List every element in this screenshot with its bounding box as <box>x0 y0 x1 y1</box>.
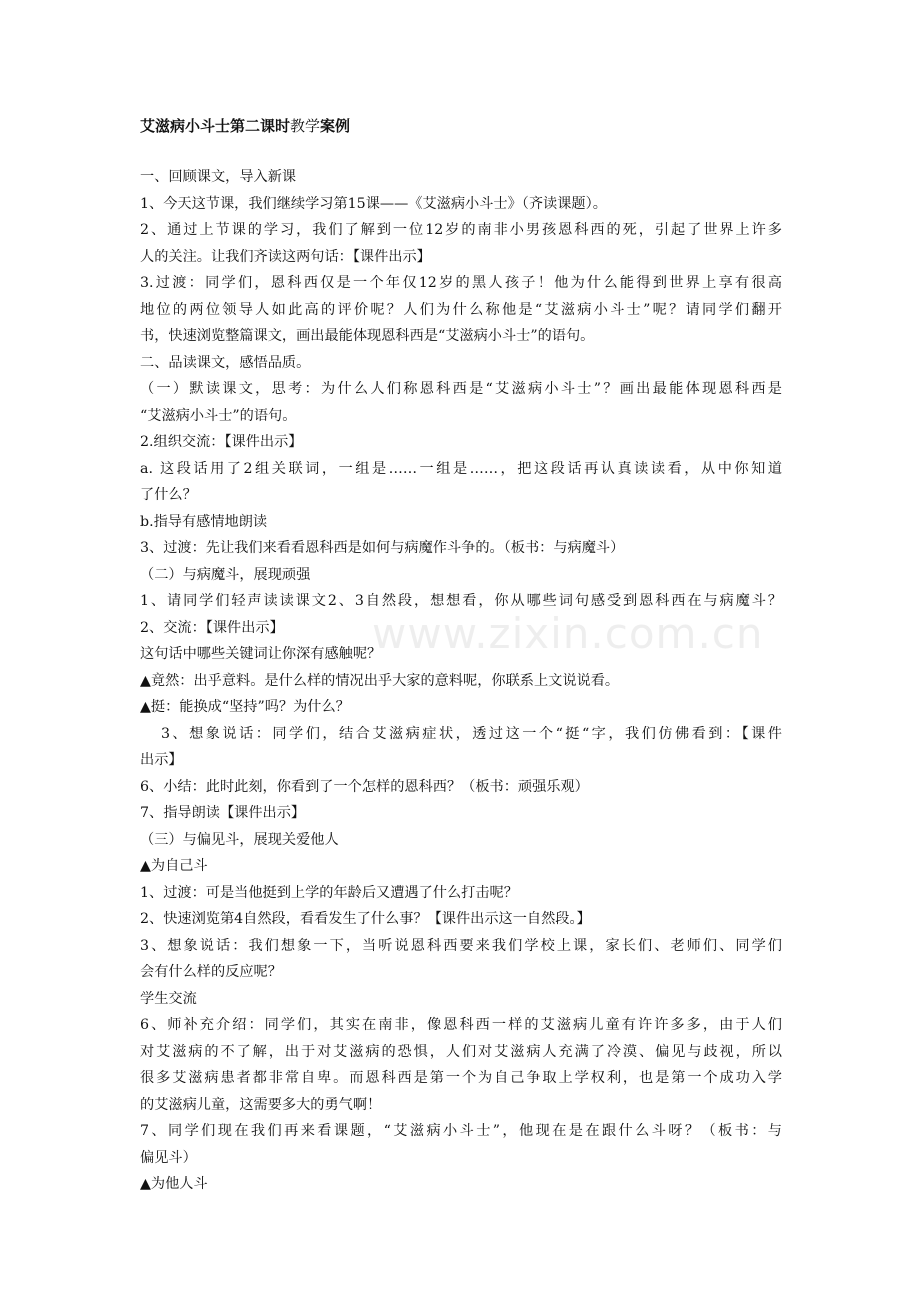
title-tail: 教学 <box>290 117 321 135</box>
text-line: 出示】 <box>140 752 183 768</box>
text-line: 2、通过上节课的学习，我们了解到一位12岁的南非小男孩恩科西的死，引起了世界上许多 <box>140 222 782 238</box>
text-line: 1、今天这节课，我们继续学习第15课——《艾滋病小斗士》（齐读课题）。 <box>140 195 607 212</box>
text-line: 地位的两位领导人如此高的评价呢？人们为什么称他是“艾滋病小斗士”呢？请同学们翻开 <box>140 301 782 318</box>
text-line: 1、请同学们轻声读读课文2、3自然段，想想看，你从哪些词句感受到恩科西在与病魔斗？ <box>140 593 782 609</box>
text-line: 2.组织交流：【课件出示】 <box>140 434 303 450</box>
text-line: 6、师补充介绍：同学们，其实在南非，像恩科西一样的艾滋病儿童有许许多多，由于人们 <box>140 1017 782 1033</box>
text-line: 3、想象说话：我们想象一下，当听说恩科西要来我们学校上课，家长们、老师们、同学们 <box>140 937 782 954</box>
text-line: ▲竟然：出乎意料。是什么样的情况出乎大家的意料呢，你联系上文说说看。 <box>140 672 620 689</box>
text-line: 6、小结：此时此刻，你看到了一个怎样的恩科西？（板书：顽强乐观） <box>140 778 589 795</box>
text-line: 7、同学们现在我们再来看课题，“艾滋病小斗士”，他现在是在跟什么斗呀？（板书：与 <box>140 1123 782 1139</box>
text-line: a. 这段话用了2组关联词，一组是……一组是……，把这段话再认真读读看，从中你知道 <box>140 460 782 477</box>
document-title <box>140 116 800 136</box>
text-line: 3、过渡：先让我们来看看恩科西是如何与病魔作斗争的。（板书：与病魔斗） <box>140 540 625 556</box>
text-line: 7、指导朗读【课件出示】 <box>140 805 306 821</box>
text-line: 的艾滋病儿童，这需要多大的勇气啊！ <box>140 1096 382 1113</box>
text-line: 这句话中哪些关键词让你深有感触呢？ <box>140 646 382 662</box>
text-line: 2、快速浏览第4自然段，看看发生了什么事？【课件出示这一自然段。】 <box>140 911 591 927</box>
title-end: 案例 <box>320 117 351 135</box>
text-line: “艾滋病小斗士”的语句。 <box>140 407 297 424</box>
text-line: 学生交流 <box>140 990 197 1007</box>
text-line: 会有什么样的反应呢？ <box>140 964 282 980</box>
text-line: 对艾滋病的不了解，出于对艾滋病的恐惧，人们对艾滋病人充满了冷漠、偏见与歧视，所以 <box>140 1043 782 1060</box>
text-line: 3、想象说话：同学们，结合艾滋病症状，透过这一个“挺“字，我们仿佛看到：【课件 <box>140 725 782 742</box>
text-line: 偏见斗） <box>140 1149 197 1166</box>
watermark: www.zixin.com.cn <box>372 609 764 658</box>
text-line: ▲为自己斗 <box>140 858 208 874</box>
text-line: ▲挺：能换成“坚持”吗？为什么？ <box>140 699 350 715</box>
title-main: 艾滋病小斗士第二课时 <box>140 117 291 135</box>
text-line: （三）与偏见斗，展现关爱他人 <box>140 831 339 848</box>
text-line: 很多艾滋病患者都非常自卑。而恩科西是第一个为自己争取上学权利，也是第一个成功入学 <box>140 1070 782 1086</box>
text-line: 一、回顾课文，导入新课 <box>140 169 297 185</box>
text-line: 2、交流：【课件出示】 <box>140 619 284 636</box>
text-line: 人的关注。让我们齐读这两句话：【课件出示】 <box>140 248 431 265</box>
text-line: 3.过渡：同学们，恩科西仅是一个年仅12岁的黑人孩子！他为什么能得到世界上享有很高 <box>140 275 782 291</box>
text-line: b.指导有感情地朗读 <box>140 513 268 530</box>
text-line: 1、过渡：可是当他挺到上学的年龄后又遭遇了什么打击呢？ <box>140 884 518 901</box>
text-line: 了什么？ <box>140 487 197 503</box>
text-line: （二）与病魔斗，展现顽强 <box>140 566 311 583</box>
text-line: 书，快速浏览整篇课文，画出最能体现恩科西是“艾滋病小斗士”的语句。 <box>140 328 595 344</box>
text-line: ▲为他人斗 <box>140 1176 208 1192</box>
text-line: 二、品读课文，感悟品质。 <box>140 354 311 371</box>
text-line: （一）默读课文，思考：为什么人们称恩科西是“艾滋病小斗士”？画出最能体现恩科西是 <box>140 381 782 397</box>
document-body <box>140 164 782 1198</box>
